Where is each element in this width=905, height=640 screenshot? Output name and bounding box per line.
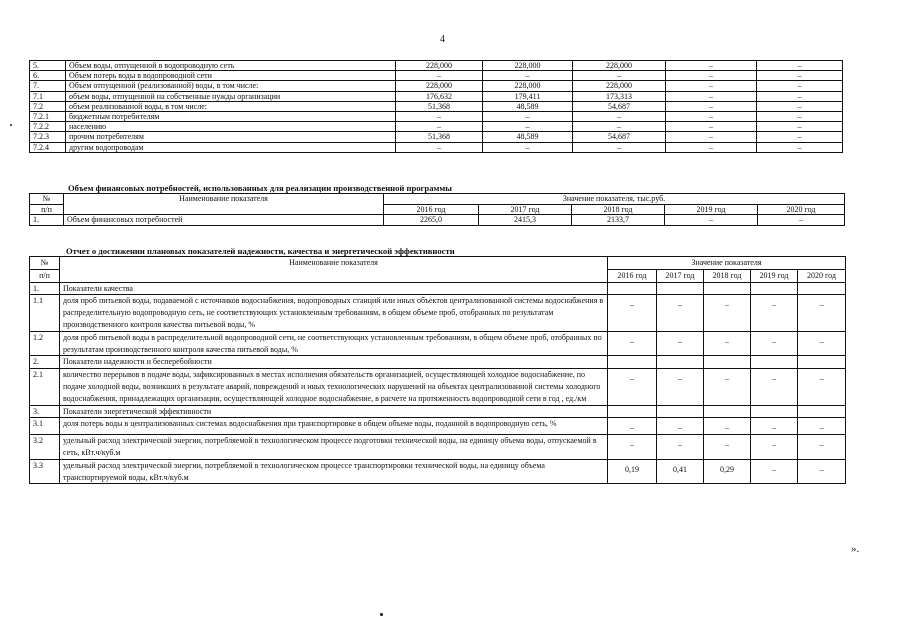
row-value: –	[798, 331, 846, 356]
row-value: –	[657, 435, 704, 460]
indicator-row	[30, 369, 846, 405]
row-value: –	[657, 418, 704, 435]
row-name: Объем финансовых потребностей	[64, 215, 384, 226]
scan-mark	[10, 124, 12, 126]
row-name: Объем потерь воды в водопроводной сети	[66, 71, 396, 81]
row-value: –	[608, 295, 657, 331]
row-value: –	[798, 459, 846, 484]
row-value: 228,000	[573, 81, 666, 91]
row-value: 51,368	[396, 101, 483, 111]
indicator-name: удельный расход электрической энергии, потребляемой в технологическом процессе транспортировки технической воды, на единицу объема транспортируемой воды, кВт.ч/куб.м	[60, 459, 608, 484]
year-header: 2018 год	[704, 269, 751, 282]
row-num: 3.3	[30, 459, 60, 484]
row-value: 179,411	[483, 91, 573, 101]
empty-cell	[751, 282, 798, 295]
row-value: –	[757, 142, 843, 152]
table-row	[30, 61, 843, 71]
row-num: 3.	[30, 405, 60, 418]
row-name: Объем воды, отпущенной в водопроводную сеть	[66, 61, 396, 71]
row-value: –	[704, 331, 751, 356]
row-value: –	[751, 369, 798, 405]
row-value: –	[396, 71, 483, 81]
year-header: 2019 год	[665, 204, 758, 215]
financial-needs-caption: Объем финансовых потребностей, использованных для реализации производственной программы	[68, 183, 452, 193]
section-title: Показатели качества	[60, 282, 608, 295]
year-header: 2019 год	[751, 269, 798, 282]
row-num: 7.1	[30, 91, 66, 101]
year-header: 2017 год	[657, 269, 704, 282]
indicator-row	[30, 459, 846, 484]
empty-cell	[798, 356, 846, 369]
row-value: 228,000	[396, 81, 483, 91]
row-value: 0,19	[608, 459, 657, 484]
indicator-row	[30, 435, 846, 460]
scan-dot	[380, 613, 383, 616]
row-value: –	[608, 369, 657, 405]
empty-cell	[608, 405, 657, 418]
table-row	[30, 71, 843, 81]
empty-cell	[704, 356, 751, 369]
row-value: 2133,7	[572, 215, 665, 226]
header-num-sub: п/п	[30, 269, 60, 282]
row-name: Объем отпущенной (реализованной) воды, в том числе:	[66, 81, 396, 91]
row-value: –	[657, 331, 704, 356]
table-row	[30, 142, 843, 152]
row-value: –	[798, 295, 846, 331]
row-value: –	[666, 142, 757, 152]
indicator-row	[30, 331, 846, 356]
indicator-row	[30, 295, 846, 331]
row-value: –	[657, 369, 704, 405]
empty-cell	[657, 356, 704, 369]
row-value: –	[757, 91, 843, 101]
table-row	[30, 122, 843, 132]
row-value: –	[757, 112, 843, 122]
empty-cell	[657, 282, 704, 295]
row-value: –	[483, 112, 573, 122]
empty-cell	[751, 356, 798, 369]
year-header: 2020 год	[758, 204, 845, 215]
section-row	[30, 405, 846, 418]
row-value: –	[798, 369, 846, 405]
empty-cell	[608, 356, 657, 369]
row-value: –	[757, 132, 843, 142]
row-value: 228,000	[396, 61, 483, 71]
row-value: 176,632	[396, 91, 483, 101]
row-num: 3.2	[30, 435, 60, 460]
row-value: –	[666, 61, 757, 71]
row-value: –	[757, 71, 843, 81]
indicator-name: доля проб питьевой воды в распределительной водопроводной сети, не соответствующих установленным требованиям, в общем объеме проб, отобранных по результатам производственного контроля качества питьевой воды, %	[60, 331, 608, 356]
row-value: 228,000	[483, 61, 573, 71]
row-num: 7.2.4	[30, 142, 66, 152]
row-value: –	[657, 295, 704, 331]
row-value: –	[666, 81, 757, 91]
indicator-name: количество перерывов в подаче воды, зафиксированных в местах исполнения обязательств организацией, осуществляющей холодное водоснабжение, по подаче холодной воды, возникших в результате аварий, повреждений и иных технологических нарушений на объектах централизованной системы холодного водоснабжения, принадлежащих организации, осуществляющей холодное водоснабжение, в расчете на протяженность водопроводной сети в год , ед./км	[60, 369, 608, 405]
row-value: 0,29	[704, 459, 751, 484]
row-num: 7.2.2	[30, 122, 66, 132]
row-value: –	[758, 215, 845, 226]
row-value: 54,687	[573, 132, 666, 142]
row-value: –	[573, 112, 666, 122]
indicator-name: удельный расход электрической энергии, потребляемой в технологическом процессе подготовки технической воды, на единицу объема воды, отпускаемой в сеть, кВт.ч/куб.м	[60, 435, 608, 460]
row-value: –	[396, 122, 483, 132]
row-num: 7.2	[30, 101, 66, 111]
row-value: –	[704, 435, 751, 460]
row-num: 1.	[30, 282, 60, 295]
indicator-row	[30, 418, 846, 435]
indicators-report-table	[29, 256, 846, 484]
row-value: –	[573, 71, 666, 81]
row-value: –	[757, 61, 843, 71]
row-value: –	[666, 122, 757, 132]
row-name: другим водопроводам	[66, 142, 396, 152]
closing-quote: ».	[851, 543, 860, 555]
row-value: –	[704, 369, 751, 405]
row-value: –	[757, 101, 843, 111]
row-value: –	[757, 81, 843, 91]
row-value: 173,313	[573, 91, 666, 101]
row-value: –	[666, 112, 757, 122]
row-num: 7.2.3	[30, 132, 66, 142]
indicator-name: доля потерь воды в централизованных системах водоснабжения при транспортировке в общем объеме воды, поданной в водопроводную сеть, %	[60, 418, 608, 435]
empty-cell	[704, 405, 751, 418]
row-value: –	[757, 122, 843, 132]
row-name: объем реализованной воды, в том числе:	[66, 101, 396, 111]
row-value: –	[751, 459, 798, 484]
table-row	[30, 91, 843, 101]
row-value: 48,589	[483, 101, 573, 111]
row-value: –	[608, 331, 657, 356]
row-num: 7.2.1	[30, 112, 66, 122]
row-value: 0,41	[657, 459, 704, 484]
row-value: 228,000	[483, 81, 573, 91]
row-value: –	[704, 418, 751, 435]
row-value: 228,000	[573, 61, 666, 71]
row-value: –	[666, 101, 757, 111]
table-row	[30, 132, 843, 142]
year-header: 2016 год	[608, 269, 657, 282]
section-title: Показатели надежности и бесперебойности	[60, 356, 608, 369]
header-num-sub: п/п	[30, 204, 64, 215]
row-value: –	[608, 435, 657, 460]
row-num: 3.1	[30, 418, 60, 435]
row-value: –	[751, 331, 798, 356]
row-num: 1.	[30, 215, 64, 226]
row-num: 2.	[30, 356, 60, 369]
row-value: –	[666, 132, 757, 142]
header-indicator-name: Наименование показателя	[60, 257, 608, 283]
page-number: 4	[440, 34, 445, 45]
indicators-report-caption: Отчет о достижении плановых показателей надежности, качества и энергетической эффективности	[66, 246, 455, 256]
row-name: населению	[66, 122, 396, 132]
row-value: –	[751, 295, 798, 331]
row-value: –	[751, 435, 798, 460]
header-num: №	[30, 257, 60, 270]
row-num: 1.1	[30, 295, 60, 331]
row-value: 2415,3	[479, 215, 572, 226]
table-row	[30, 81, 843, 91]
row-value: –	[704, 295, 751, 331]
header-value: Значение показателя, тыс.руб.	[384, 194, 845, 205]
year-header: 2016 год	[384, 204, 479, 215]
row-name: объем воды, отпущенной на собственные нужды организации	[66, 91, 396, 101]
year-header: 2018 год	[572, 204, 665, 215]
table-row	[30, 112, 843, 122]
row-num: 2.1	[30, 369, 60, 405]
section-title: Показатели энергетической эффективности	[60, 405, 608, 418]
row-value: –	[483, 142, 573, 152]
empty-cell	[704, 282, 751, 295]
row-value: –	[483, 71, 573, 81]
row-value: –	[666, 71, 757, 81]
row-value: –	[573, 122, 666, 132]
row-value: –	[396, 142, 483, 152]
row-name: прочим потребителям	[66, 132, 396, 142]
empty-cell	[608, 282, 657, 295]
empty-cell	[798, 282, 846, 295]
row-value: –	[798, 418, 846, 435]
row-value: –	[483, 122, 573, 132]
row-value: 54,687	[573, 101, 666, 111]
header-num: №	[30, 194, 64, 205]
table-row	[30, 101, 843, 111]
row-value: –	[608, 418, 657, 435]
empty-cell	[657, 405, 704, 418]
row-value: –	[751, 418, 798, 435]
financial-needs-table	[29, 193, 845, 226]
indicator-name: доля проб питьевой воды, подаваемой с источников водоснабжения, водопроводных станций или иных объектов централизованной системы водоснабжения в распределительную водопроводную сеть, не соответствующих установленным требованиям, в общем объеме проб, отобранных по результатам производственного контроля качества питьевой воды, %	[60, 295, 608, 331]
row-num: 7.	[30, 81, 66, 91]
section-row	[30, 356, 846, 369]
row-name: бюджетным потребителям	[66, 112, 396, 122]
row-value: –	[798, 435, 846, 460]
row-value: 2265,0	[384, 215, 479, 226]
section-row	[30, 282, 846, 295]
row-num: 1.2	[30, 331, 60, 356]
row-value: –	[665, 215, 758, 226]
year-header: 2020 год	[798, 269, 846, 282]
row-num: 5.	[30, 61, 66, 71]
empty-cell	[798, 405, 846, 418]
empty-cell	[751, 405, 798, 418]
row-value: –	[666, 91, 757, 101]
row-value: –	[396, 112, 483, 122]
row-value: –	[573, 142, 666, 152]
row-num: 6.	[30, 71, 66, 81]
row-value: 51,368	[396, 132, 483, 142]
year-header: 2017 год	[479, 204, 572, 215]
row-value: 48,589	[483, 132, 573, 142]
header-value: Значение показателя	[608, 257, 846, 270]
header-indicator-name: Наименование показателя	[64, 194, 384, 215]
water-volume-table	[29, 60, 843, 153]
